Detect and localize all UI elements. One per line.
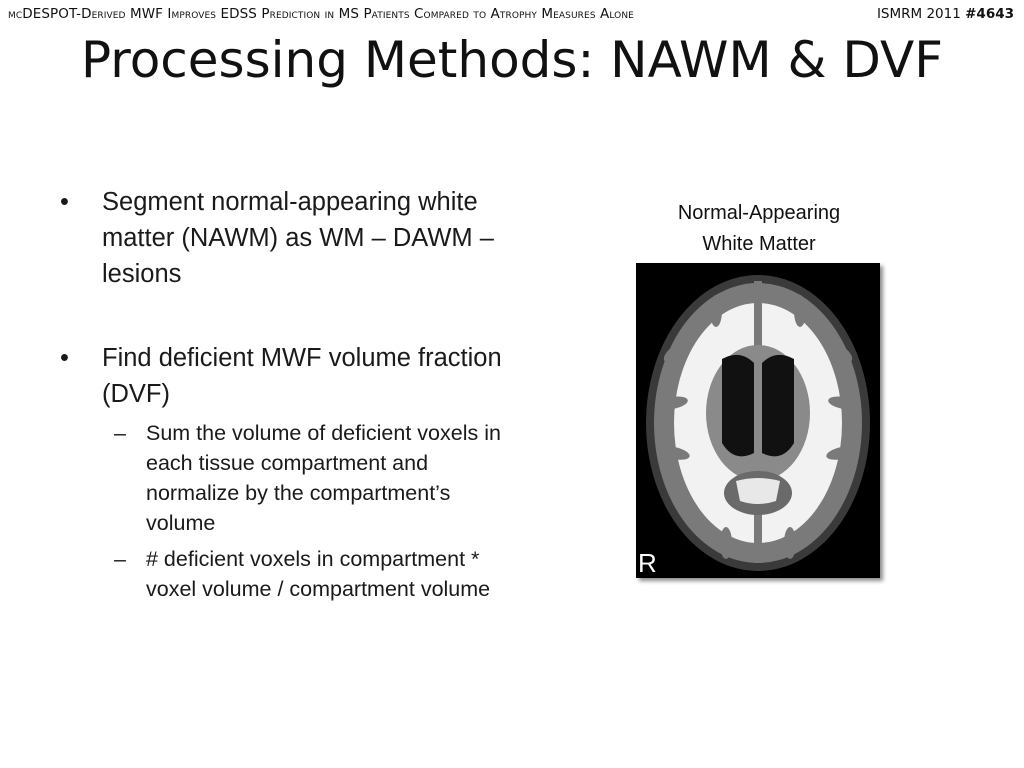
sub-bullet-marker: –: [114, 421, 126, 445]
figure-caption: [636, 198, 882, 260]
figure-caption-line: White Matter: [702, 233, 816, 255]
sub-bullet-text: # deficient voxels in compartment * voxel volume / compartment volume: [146, 547, 491, 601]
slide-header: [8, 6, 1014, 28]
sub-bullet-item: [58, 418, 518, 538]
sub-bullet-text: Sum the volume of deficient voxels in each tissue compartment and normalize by the compartment’s volume: [146, 421, 501, 535]
bullet-marker: •: [60, 188, 69, 216]
header-conference: ISMRM 2011: [876, 6, 966, 22]
orientation-label: R: [638, 548, 657, 578]
nawm-segmentation-map: [636, 263, 880, 578]
bullet-text: Segment normal-appearing white matter (NAWM) as WM – DAWM – lesions: [102, 188, 494, 288]
bullet-item: [58, 340, 518, 412]
sub-bullet-marker: –: [114, 547, 126, 571]
bullet-text: Find deficient MWF volume fraction (DVF): [102, 344, 502, 408]
bullet-list: [58, 184, 518, 604]
bullet-marker: •: [60, 344, 69, 372]
header-abstract-number: #4643: [965, 6, 1014, 22]
figure-caption-line: Normal-Appearing: [677, 202, 841, 224]
bullet-item: [58, 184, 518, 292]
sub-bullet-item: [58, 544, 518, 604]
header-abstract-id: [877, 6, 1014, 22]
header-title: mcDESPOT-Derived MWF Improves EDSS Prediction in MS Patients Compared to Atrophy Measures Alone: [8, 6, 634, 22]
brain-mri-image: [636, 263, 880, 578]
slide-title: Processing Methods: NAWM & DVF: [80, 31, 943, 89]
